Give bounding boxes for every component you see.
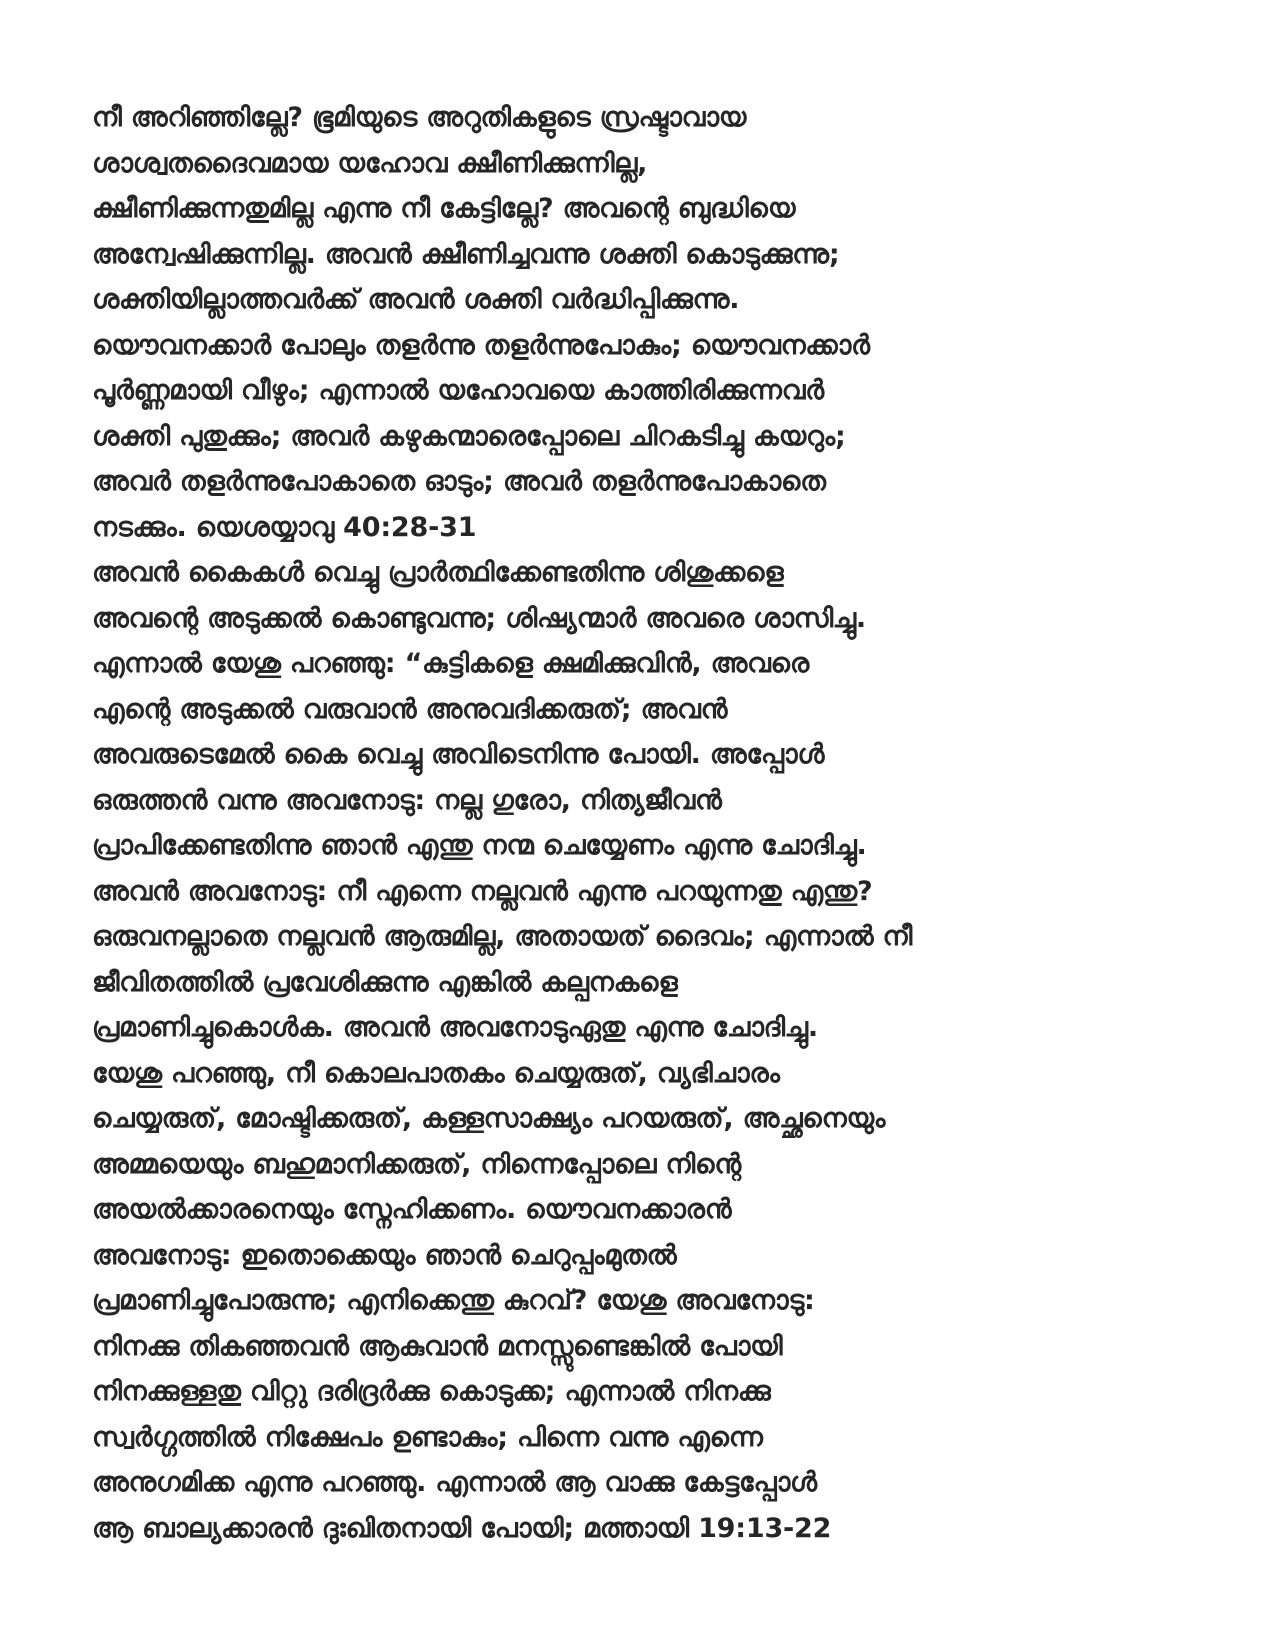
text-line: ശാശ്വതദൈവമായ യഹോവ ക്ഷീണിക്കുന്നില്ല, — [92, 147, 648, 179]
text-line: യൌവനക്കാർ പോലും തളർന്നു തളർന്നുപോകും; യൌവനക്കാർ — [92, 329, 870, 361]
text-line: അവൻ അവനോടു: നീ എന്നെ നല്ലവൻ എന്നു പറയുന്നതു എന്തു? — [92, 875, 873, 907]
text-line: ചെയ്യരുത്, മോഷ്ടിക്കരുത്, കള്ളസാക്ഷ്യം പറയരുത്, അച്ഛനെയും — [92, 1103, 886, 1134]
text-line: അവന്റെ അടുക്കൽ കൊണ്ടുവന്നു; ശിഷ്യന്മാർ അവരെ ശാസിച്ചു. — [92, 602, 866, 634]
text-line: എന്നാൽ യേശു പറഞ്ഞു: “കുട്ടികളെ ക്ഷമിക്കുവിൻ, അവരെ — [92, 648, 810, 679]
text-line: നീ അറിഞ്ഞില്ലേ? ഭൂമിയുടെ അറുതികളുടെ സ്രഷ്ടാവായ — [92, 102, 747, 133]
text-line: അവരുടെമേൽ കൈ വെച്ചു അവിടെനിന്നു പോയി. അപ്പോൾ — [92, 739, 825, 770]
text-line: നടക്കും. യെശയ്യാവു 40:28-31 — [92, 511, 477, 543]
text-line: നിനക്കുള്ളതു വിറ്റു ദരിദ്രർക്കു കൊടുക്ക; എന്നാൽ നിനക്കു — [92, 1376, 771, 1407]
text-line: അവൻ കൈകൾ വെച്ചു പ്രാർത്ഥിക്കേണ്ടതിന്നു ശിശുക്കളെ — [92, 557, 784, 588]
text-line: നിനക്കു തികഞ്ഞവൻ ആകുവാൻ മനസ്സുണ്ടെങ്കിൽ പോയി — [92, 1330, 783, 1362]
text-line: അന്വേഷിക്കുന്നില്ല. അവൻ ക്ഷീണിച്ചവന്നു ശക്തി കൊടുക്കുന്നു; — [92, 238, 840, 270]
text-line: ശക്തിയില്ലാത്തവർക്ക് അവൻ ശക്തി വർദ്ധിപ്പിക്കുന്നു. — [92, 284, 740, 315]
text-line: യേശു പറഞ്ഞു, നീ കൊലപാതകം ചെയ്യരുത്, വ്യഭിചാരം — [92, 1057, 780, 1089]
text-line: പ്രാപിക്കേണ്ടതിന്നു ഞാൻ എന്തു നന്മ ചെയ്യേണം എന്നു ചോദിച്ചു. — [92, 830, 867, 861]
text-line: അയൽക്കാരനെയും സ്നേഹിക്കണം. യൌവനക്കാരൻ — [92, 1194, 732, 1225]
text-line: അവർ തളർന്നുപോകാതെ ഓടും; അവർ തളർന്നുപോകാതെ — [92, 466, 826, 497]
text-line: ജീവിതത്തിൽ പ്രവേശിക്കുന്നു എങ്കിൽ കല്പനകളെ — [92, 966, 678, 998]
document-body — [92, 95, 1212, 1551]
text-line: അമ്മയെയും ബഹുമാനിക്കരുത്, നിന്നെപ്പോലെ നിന്റെ — [92, 1148, 741, 1180]
text-line: ക്ഷീണിക്കുന്നതുമില്ല എന്നു നീ കേട്ടില്ലേ? അവന്റെ ബുദ്ധിയെ — [92, 193, 796, 224]
text-line: എന്റെ അടുക്കൽ വരുവാൻ അനുവദിക്കരുത്; അവൻ — [92, 693, 728, 725]
text-line: സ്വർഗ്ഗത്തിൽ നിക്ഷേപം ഉണ്ടാകും; പിന്നെ വന്നു എന്നെ — [92, 1421, 763, 1453]
text-line: അവനോടു: ഇതൊക്കെയും ഞാൻ ചെറുപ്പംമുതൽ — [92, 1239, 677, 1271]
text-line: അനുഗമിക്ക എന്നു പറഞ്ഞു. എന്നാൽ ആ വാക്കു കേട്ടപ്പോൾ — [92, 1467, 817, 1498]
text-line: പ്രമാണിച്ചുകൊൾക. അവൻ അവനോടുഏതു എന്നു ചോദിച്ചു. — [92, 1012, 818, 1043]
text-line: ഒരുവനല്ലാതെ നല്ലവൻ ആരുമില്ല, അതായത് ദൈവം; എന്നാൽ നീ — [92, 921, 913, 952]
text-line: ആ ബാല്യക്കാരൻ ദുഃഖിതനായി പോയി; മത്തായി 19:13-22 — [92, 1512, 832, 1544]
text-line: പ്രമാണിച്ചുപോരുന്നു; എനിക്കെന്തു കുറവ്? യേശു അവനോടു: — [92, 1285, 815, 1316]
text-line: ഒരുത്തൻ വന്നു അവനോടു: നല്ല ഗുരോ, നിത്യജീവൻ — [92, 784, 722, 816]
text-line: പൂർണ്ണമായി വീഴും; എന്നാൽ യഹോവയെ കാത്തിരിക്കുന്നവർ — [92, 375, 824, 406]
text-line: ശക്തി പുതുക്കും; അവർ കഴുകന്മാരെപ്പോലെ ചിറകടിച്ചു കയറും; — [92, 420, 846, 452]
